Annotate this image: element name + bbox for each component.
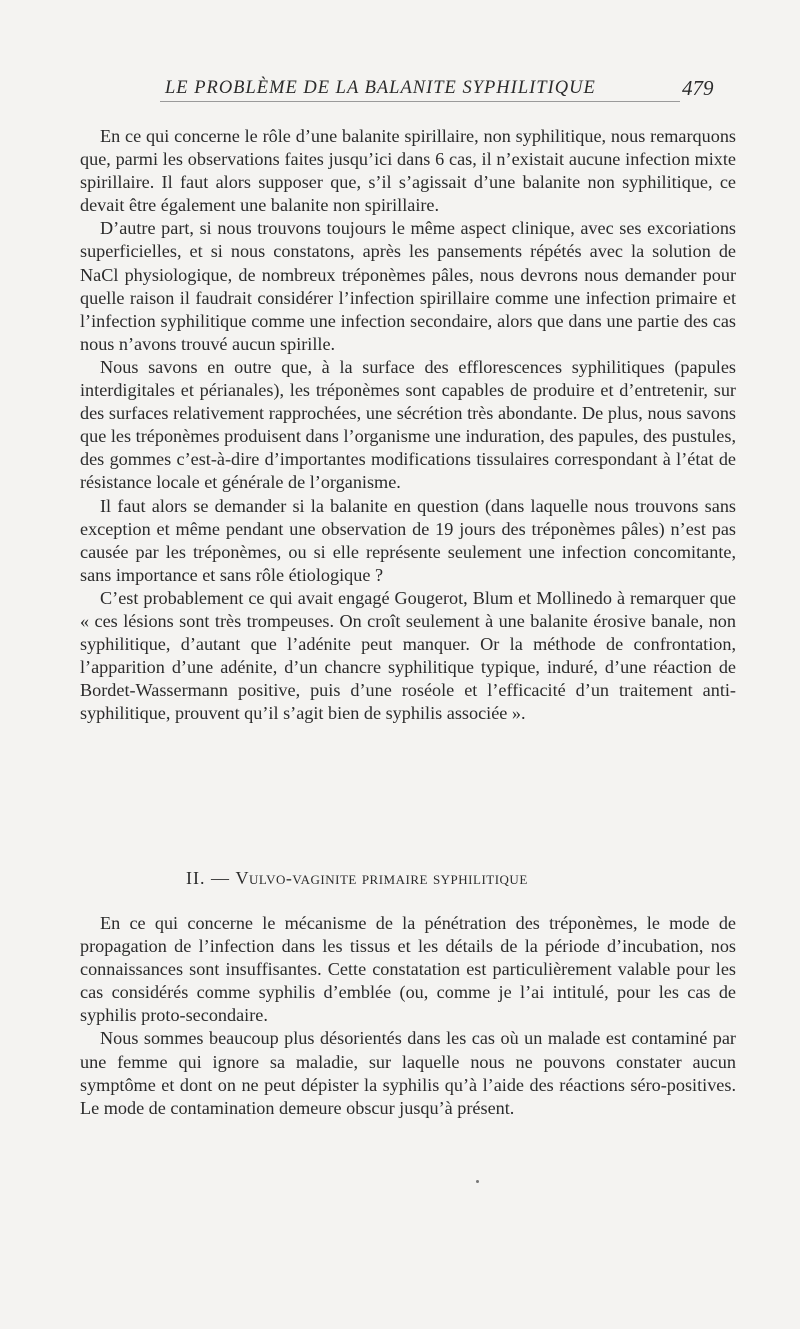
paragraph: C’est probablement ce qui avait engagé Gougerot, Blum et Mollinedo à remarquer que « ces lésions sont très trompeuses. On croît seulement à une balanite érosive banale, non syphilitique, d’autant que l’adénite peut manquer. Or la méthode de confrontation, l’apparition d’une adénite, d’un chancre syphilitique typique, induré, d’une réaction de Bordet-Wassermann positive, puis d’une roséole et l’efficacité d’un traitement anti-syphilitique, prouvent qu’il s’agit bien de syphilis associée ». [80,587,736,724]
section-heading [186,868,528,889]
body-text-section-1 [80,125,736,725]
paragraph: En ce qui concerne le rôle d’une balanite spirillaire, non syphilitique, nous remarquons que, parmi les observations faites jusqu’ici dans 6 cas, il n’existait aucune infection mixte spirillaire. Il faut alors supposer que, s’il s’agissait d’une balanite non syphilitique, ce devait être également une balanite non spirillaire. [80,126,736,216]
section-title: Vulvo-vaginite primaire syphilitique [235,868,528,888]
paragraph: D’autre part, si nous trouvons toujours le même aspect clinique, avec ses excoriations superficielles, et si nous constatons, après les pansements répétés avec la solution de NaCl physiologique, de nombreux tréponèmes pâles, nous devrons nous demander pour quelle raison il faudrait considérer l’infection spirillaire comme une infection primaire et l’infection syphilitique comme une infection secondaire, alors que dans une partie des cas nous n’avons trouvé aucun spirille. [80,218,736,354]
page-number: 479 [682,76,714,100]
section-numeral: II. — [186,868,230,888]
paragraph: En ce qui concerne le mécanisme de la pénétration des tréponèmes, le mode de propagation de l’infection dans les tissus et les détails de la période d’incubation, nos connaissances sont insuffisantes. Cette constatation est particulièrement valable pour les cas considérés comme syphilis d’emblée (ou, comme je l’ai intitulé, pour les cas de syphilis proto-secondaire. [80,913,736,1026]
print-speck [476,1180,479,1183]
running-title: LE PROBLÈME DE LA BALANITE SYPHILITIQUE [165,78,596,98]
paragraph: Il faut alors se demander si la balanite en question (dans laquelle nous trouvons sans exception et même pendant une observation de 19 jours des tréponèmes pâles) n’est pas causée par les tréponèmes, ou si elle représente seulement une infection concomitante, sans importance et sans rôle étiologique ? [80,495,736,585]
body-text-section-2 [80,912,736,1120]
paragraph: Nous savons en outre que, à la surface des efflorescences syphilitiques (papules interdigitales et périanales), les tréponèmes sont capables de produire et d’entretenir, sur des surfaces relativement rapprochées, une sécrétion très abondante. De plus, nous savons que les tréponèmes produisent dans l’organisme une induration, des papules, des pustules, des gommes c’est-à-dire d’importantes modifications tissulaires correspondant à l’état de résistance locale et générale de l’organisme. [80,356,736,493]
header-rule [160,101,680,102]
paragraph: Nous sommes beaucoup plus désorientés dans les cas où un malade est contaminé par une femme qui ignore sa maladie, sur laquelle nous ne pouvons constater aucun symptôme et dont on ne peut dépister la syphilis qu’à l’aide des réactions séro-positives. Le mode de contamination demeure obscur jusqu’à présent. [80,1028,736,1118]
